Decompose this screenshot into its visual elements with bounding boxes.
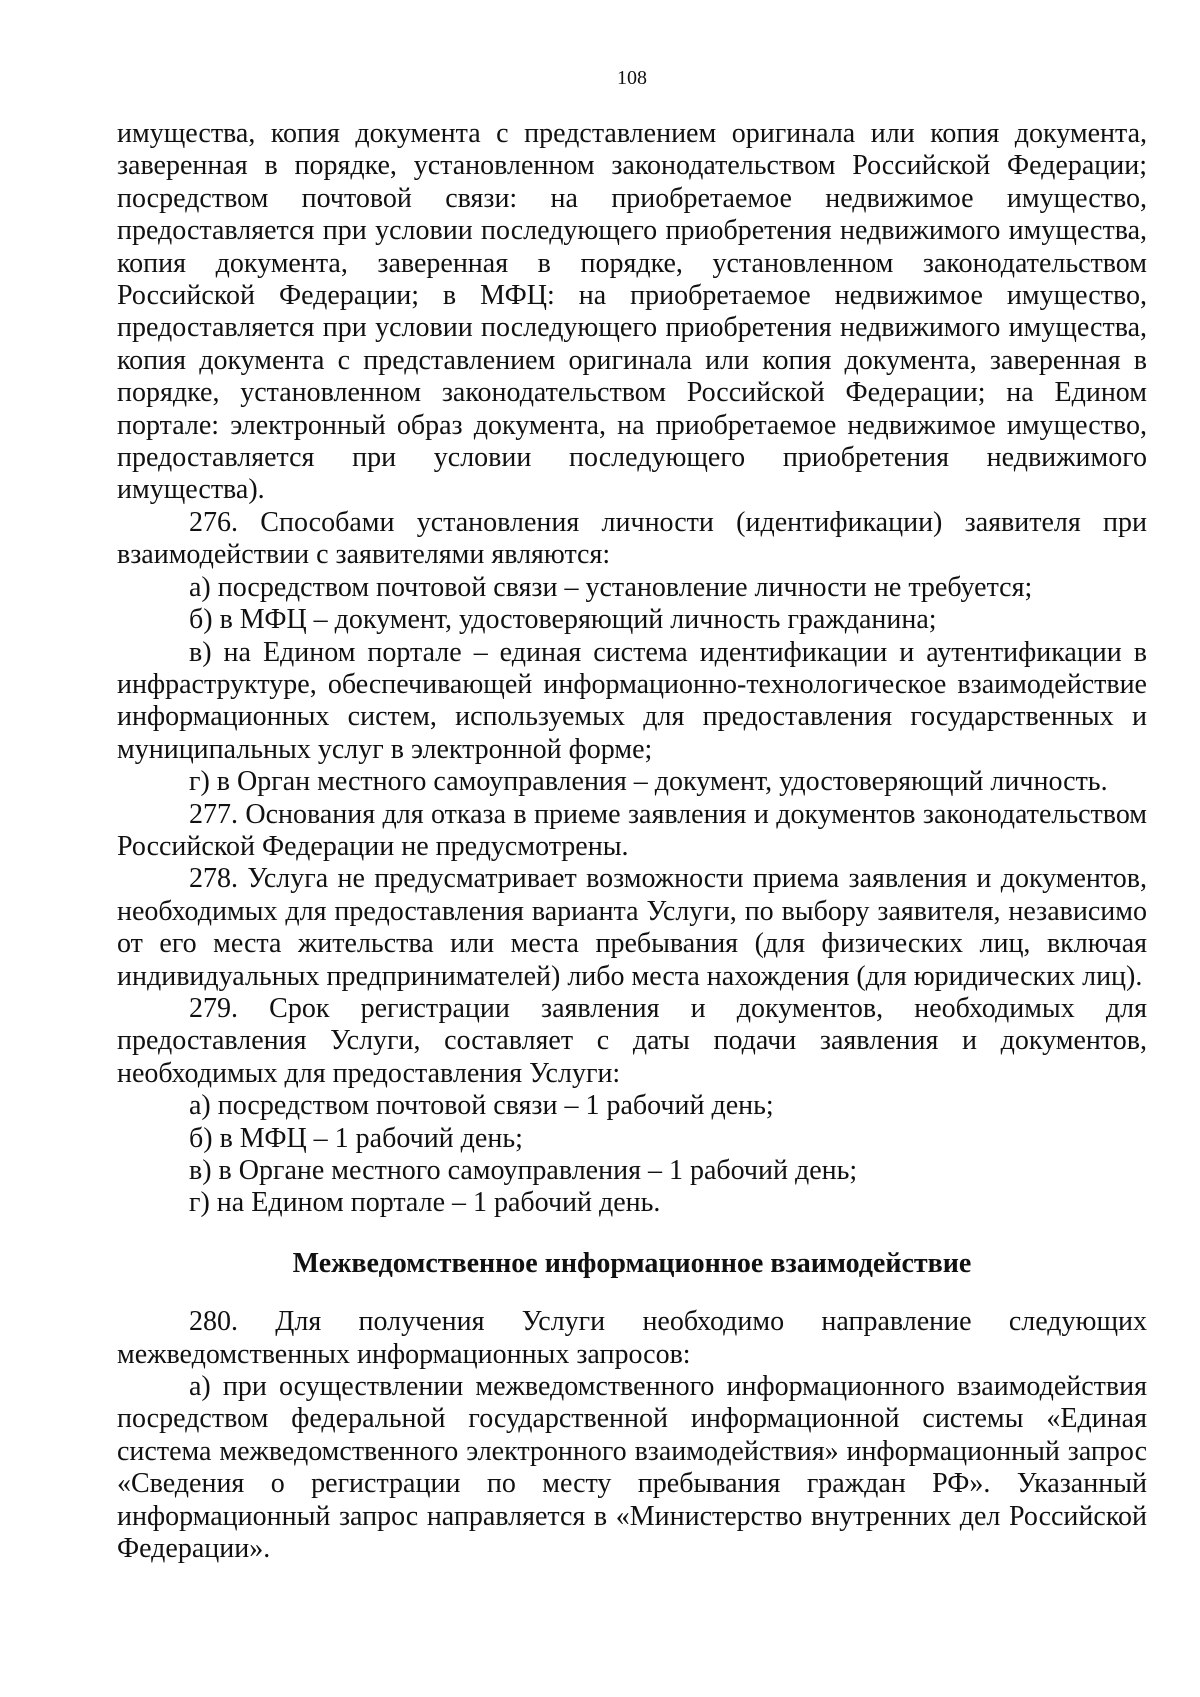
page-number: 108 bbox=[617, 67, 647, 89]
list-item-276-b: б) в МФЦ – документ, удостоверяющий личность гражданина; bbox=[189, 604, 937, 636]
paragraph-continuation: имущества, копия документа с представлением оригинала или копия документа, заверенная в порядке, установленном законодательством Российской Федерации; посредством почтовой связи: на приобретаемое недвижимое имущество, предоставляется при условии последующего приобретения недвижимого имущества, копия документа, заверенная в порядке, установленном законодательством Российской Федерации; в МФЦ: на приобретаемое недвижимое имущество, предоставляется при условии последующего приобретения недвижимого имущества, копия документа с представлением оригинала или копия документа, заверенная в порядке, установленном законодательством Российской Федерации; на Едином портале: электронный образ документа, на приобретаемое недвижимое имущество, предоставляется при условии последующего приобретения недвижимого имущества). bbox=[117, 118, 1147, 506]
list-item-276-a: а) посредством почтовой связи – установление личности не требуется; bbox=[189, 571, 1033, 603]
paragraphs-after bbox=[117, 1306, 1147, 1565]
list-item-280-a: а) при осуществлении межведомственного информационного взаимодействия посредством федеральной государственной информационной системы «Единая система межведомственного электронного взаимодействия» информационный запрос «Сведения о регистрации по месту пребывания граждан РФ». Указанный информационный запрос направляется в «Министерство внутренних дел Российской Федерации». bbox=[117, 1371, 1147, 1565]
paragraph-277: 277. Основания для отказа в приеме заявления и документов законодательством Российской Федерации не предусмотрены. bbox=[117, 798, 1147, 862]
list-item-276-g: г) в Орган местного самоуправления – документ, удостоверяющий личность. bbox=[189, 766, 1108, 798]
paragraph-278: 278. Услуга не предусматривает возможности приема заявления и документов, необходимых для предоставления варианта Услуги, по выбору заявителя, независимо от его места жительства или места пребывания (для физических лиц, включая индивидуальных предпринимателей) либо места нахождения (для юридических лиц). bbox=[117, 863, 1147, 992]
list-item-279-v: в) в Органе местного самоуправления – 1 рабочий день; bbox=[189, 1155, 858, 1186]
paragraph-276: 276. Способами установления личности (идентификации) заявителя при взаимодействии с заявителями являются: bbox=[117, 506, 1147, 571]
list-item-276-v: в) на Едином портале – единая система идентификации и аутентификации в инфраструктуре, обеспечивающей информационно-технологическое взаимодействие информационных систем, используемых для предоставления государственных и муниципальных услуг в электронной форме; bbox=[117, 636, 1147, 765]
paragraphs-before bbox=[117, 118, 1147, 1220]
document-body bbox=[117, 118, 1147, 1565]
list-item-279-g: г) на Едином портале – 1 рабочий день. bbox=[189, 1187, 661, 1219]
paragraph-280: 280. Для получения Услуги необходимо направление следующих межведомственных информационных запросов: bbox=[117, 1306, 1147, 1370]
list-item-279-b: б) в МФЦ – 1 рабочий день; bbox=[189, 1122, 523, 1154]
section-heading: Межведомственное информационное взаимодействие bbox=[292, 1247, 972, 1279]
paragraph-279: 279. Срок регистрации заявления и документов, необходимых для предоставления Услуги, составляет с даты подачи заявления и документов, необходимых для предоставления Услуги: bbox=[117, 992, 1147, 1089]
list-item-279-a: а) посредством почтовой связи – 1 рабочий день; bbox=[189, 1090, 774, 1122]
